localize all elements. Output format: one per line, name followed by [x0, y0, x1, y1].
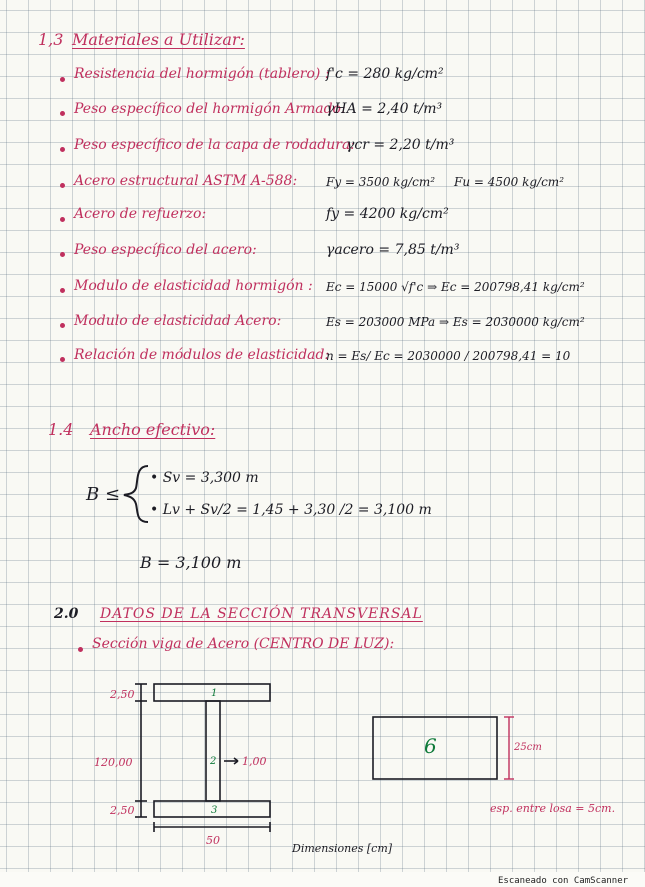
material-value: Es = 203000 MPa ⇒ Es = 2030000 kg/cm²	[326, 315, 585, 329]
slab-number: 6	[424, 734, 437, 758]
top-flange-label: 2,50	[110, 688, 135, 701]
width-label: 50	[206, 834, 220, 847]
section-20-title: DATOS DE LA SECCIÓN TRANSVERSAL	[100, 606, 423, 622]
section-14-number: 1.4	[48, 420, 74, 439]
material-value: γHA = 2,40 t/m³	[326, 101, 443, 117]
material-label: Peso específico del hormigón Armado:	[74, 101, 346, 117]
material-label: Modulo de elasticidad Acero:	[74, 313, 282, 329]
material-label: Relación de módulos de elasticidad:	[74, 347, 330, 363]
section-20-subtitle: Sección viga de Acero (CENTRO DE LUZ):	[92, 636, 395, 652]
material-value: f'c = 280 kg/cm²	[326, 66, 444, 82]
part-1-label: 1	[211, 688, 218, 699]
scanner-watermark: Escaneado con CamScanner	[498, 876, 629, 886]
section-20-number: 2.0	[54, 606, 79, 622]
material-label: Modulo de elasticidad hormigón :	[74, 278, 313, 294]
section-13-title: Materiales a Utilizar:	[72, 30, 245, 49]
material-label: Resistencia del hormigón (tablero) :	[74, 66, 330, 82]
web-height-label: 120,00	[94, 756, 133, 769]
part-3-label: 3	[211, 805, 218, 816]
material-value-2: Fu = 4500 kg/cm²	[454, 175, 564, 189]
b-result: B = 3,100 m	[140, 553, 242, 572]
material-value: Ec = 15000 √f'c ⇒ Ec = 200798,41 kg/cm²	[326, 280, 585, 294]
b-condition-2: • Lv + Sv/2 = 1,45 + 3,30 /2 = 3,100 m	[150, 502, 432, 518]
material-value: γcr = 2,20 t/m³	[346, 137, 455, 153]
section-13-number: 1,3	[38, 30, 64, 49]
web-thickness-label: 1,00	[242, 755, 267, 768]
slab-spacing-note: esp. entre losa = 5cm.	[490, 802, 616, 815]
dimensions-units-note: Dimensiones [cm]	[292, 842, 393, 855]
bottom-flange-label: 2,50	[110, 804, 135, 817]
slab-height-label: 25cm	[514, 742, 542, 753]
material-label: Acero estructural ASTM A-588:	[74, 173, 298, 189]
material-value: fy = 4200 kg/cm²	[326, 206, 449, 222]
material-value: n = Es/ Ec = 2030000 / 200798,41 = 10	[326, 349, 571, 363]
material-label: Acero de refuerzo:	[74, 206, 207, 222]
slab-height-dimension	[504, 717, 514, 779]
b-symbol: B ≤	[86, 484, 121, 505]
section-14-title: Ancho efectivo:	[90, 420, 216, 439]
b-condition-1: • Sv = 3,300 m	[150, 470, 259, 486]
material-label: Peso específico de la capa de rodadura:	[74, 137, 356, 153]
material-label: Peso específico del acero:	[74, 242, 257, 258]
part-2-label: 2	[210, 756, 217, 767]
material-value: γacero = 7,85 t/m³	[326, 242, 460, 258]
material-value: Fy = 3500 kg/cm²	[326, 175, 436, 189]
